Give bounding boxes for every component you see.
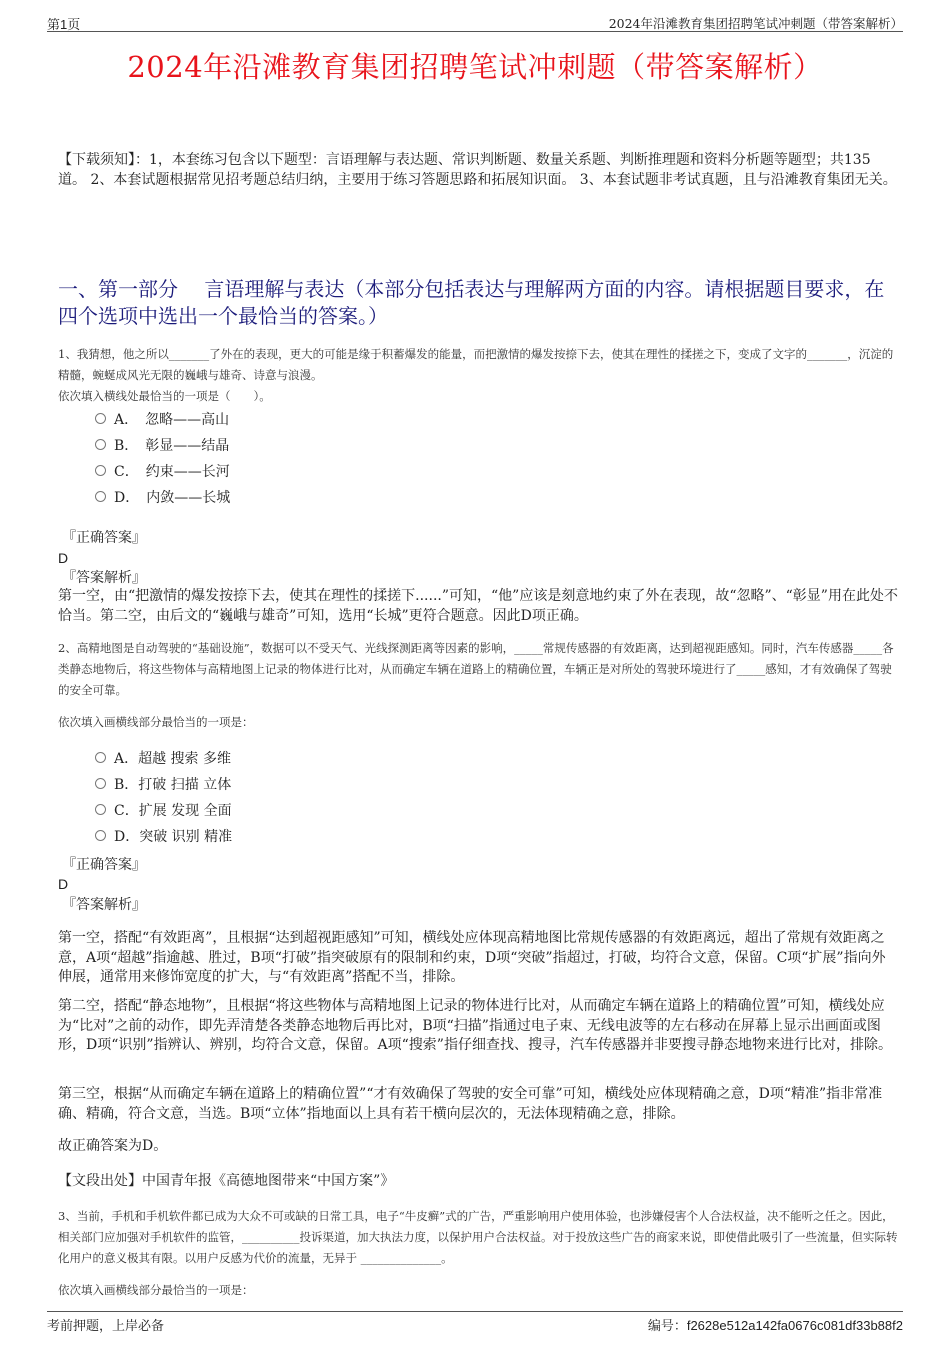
q2-instruction: 依次填入画横线部分最恰当的一项是： <box>58 715 254 729</box>
section-heading: 一、第一部分 言语理解与表达（本部分包括表达与理解两方面的内容。请根据题目要求，在四个选项中选出一个最恰当的答案。） <box>58 277 885 328</box>
footer-slogan: 考前押题，上岸必备 <box>47 1319 165 1334</box>
q2-analysis-para3: 第三空，根据“从而确定车辆在道路上的精确位置”“才有效确保了驾驶的安全可靠”可知，横线处应体现精确之意，D项“精准”指非常准确、精确，符合文意，当选。B项“立体”指地面以上具有若干横向层次的，无法体现精确之意，排除。 <box>58 1086 883 1122</box>
q1-option-d[interactable]: D． 内敛——长城 <box>95 488 230 508</box>
q2-answer-label: 『正确答案』 <box>62 857 146 873</box>
q2-option-d[interactable]: D．突破 识别 精准 <box>95 827 232 847</box>
download-notice: 【下载须知】：1，本套练习包含以下题型：言语理解与表达题、常识判断题、数量关系题、判断推理题和资料分析题等题型；共135道。 2、本套试题根据常见招考题总结归纳，主要用于练习答题思路和拓展知识面。 3、本套试题非考试真题，且与沿滩教育集团无关。 <box>58 152 897 188</box>
page-footer <box>47 1311 903 1334</box>
q2-answer: D <box>58 876 69 892</box>
q2-analysis-para2: 第二空，搭配“静态地物”，且根据“将这些物体与高精地图上记录的物体进行比对，从而确定车辆在道路上的精确位置”可知，横线处应为“比对”之前的动作，即先弄清楚各类静态地物后再比对，B项“扫描”指通过电子束、无线电波等的左右移动在屏幕上显示出画面或图形，D项“识别”指辨认、辨别，均符合文意，保留。A项“搜索”指仔细查找、搜寻，汽车传感器并非要搜寻静态地物来进行比对，排除。 <box>58 998 892 1053</box>
q3-instruction: 依次填入画横线部分最恰当的一项是： <box>58 1283 254 1297</box>
radio-icon[interactable] <box>95 413 106 424</box>
q2-analysis-label: 『答案解析』 <box>62 897 146 913</box>
q1-answer: D <box>58 550 69 566</box>
page-header <box>47 12 903 32</box>
q3-stem: 3、当前，手机和手机软件都已成为大众不可或缺的日常工具，电子“牛皮癣”式的广告，严重影响用户使用体验，也涉嫌侵害个人合法权益，决不能听之任之。因此，相关部门应加强对手机软件的监管，__________投诉渠道，加大执法力度，以保护用户合法权益。对于投放这些广告的商家来说，即使借此吸引了一些流量，但实际转化用户的意义极其有限。以用户反感为代价的流量，无异于 ______________。 <box>58 1209 898 1265</box>
page-number: 第1页 <box>47 17 81 32</box>
q2-source: 【文段出处】中国青年报《高德地图带来“中国方案”》 <box>58 1173 395 1189</box>
radio-icon[interactable] <box>95 491 106 502</box>
q2-stem: 2、高精地图是自动驾驶的“基础设施”，数据可以不受天气、光线探测距离等因素的影响，_____常规传感器的有效距离，达到超视距感知。同时，汽车传感器_____各类静态地物后，将这些物体与高精地图上记录的物体进行比对，从而确定车辆在道路上的精确位置，车辆正是对所处的驾驶环境进行了_____感知，才有效确保了驾驶的安全可靠。 <box>58 641 894 697</box>
q1-stem: 1、我猜想，他之所以_______了外在的表现，更大的可能是缘于积蓄爆发的能量，而把激情的爆发按捺下去，使其在理性的揉搓之下，变成了文字的_______，沉淀的精髓，蜿蜒成风光无限的巍峨与雄奇、诗意与浪漫。 <box>58 347 894 382</box>
header-title: 2024年沿滩教育集团招聘笔试冲刺题（带答案解析） <box>608 16 903 31</box>
q2-analysis-para1: 第一空，搭配“有效距离”，且根据“达到超视距感知”可知，横线处应体现高精地图比常规传感器的有效距离远，超出了常规有效距离之意，A项“超越”指逾越、胜过，B项“打破”指突破原有的限制和约束，D项“突破”指超过，打破，均符合文意，保留。C项“扩展”指向外伸展，通常用来修饰宽度的扩大，与“有效距离”搭配不当，排除。 <box>58 930 886 985</box>
q1-analysis: 第一空，由“把激情的爆发按捺下去，使其在理性的揉搓下......”可知，“他”应该是刻意地约束了外在表现，故“忽略”、“彰显”用在此处不恰当。第二空，由后文的“巍峨与雄奇”可知，选用“长城”更符合题意。因此D项正确。 <box>58 588 898 624</box>
q2-option-c[interactable]: C．扩展 发现 全面 <box>95 801 232 821</box>
footer-code: f2628e512a142fa0676c081df33b88f2 <box>686 1318 903 1333</box>
document-title: 2024年沿滩教育集团招聘笔试冲刺题（带答案解析） <box>127 50 823 84</box>
q1-option-a[interactable]: A． 忽略——高山 <box>95 410 229 430</box>
footer-code-block <box>648 1315 903 1334</box>
radio-icon[interactable] <box>95 778 106 789</box>
q1-answer-label: 『正确答案』 <box>62 530 146 546</box>
q2-option-a[interactable]: A．超越 搜索 多维 <box>95 749 231 769</box>
radio-icon[interactable] <box>95 439 106 450</box>
radio-icon[interactable] <box>95 830 106 841</box>
q2-conclusion: 故正确答案为D。 <box>58 1138 168 1154</box>
q1-option-b[interactable]: B． 彰显——结晶 <box>95 436 229 456</box>
footer-code-label: 编号： <box>647 1319 687 1334</box>
q1-option-c[interactable]: C． 约束——长河 <box>95 462 230 482</box>
radio-icon[interactable] <box>95 465 106 476</box>
q1-instruction: 依次填入横线处最恰当的一项是（ ）。 <box>58 389 271 403</box>
q2-option-b[interactable]: B．打破 扫描 立体 <box>95 775 231 795</box>
radio-icon[interactable] <box>95 752 106 763</box>
q1-analysis-label: 『答案解析』 <box>62 570 146 586</box>
radio-icon[interactable] <box>95 804 106 815</box>
